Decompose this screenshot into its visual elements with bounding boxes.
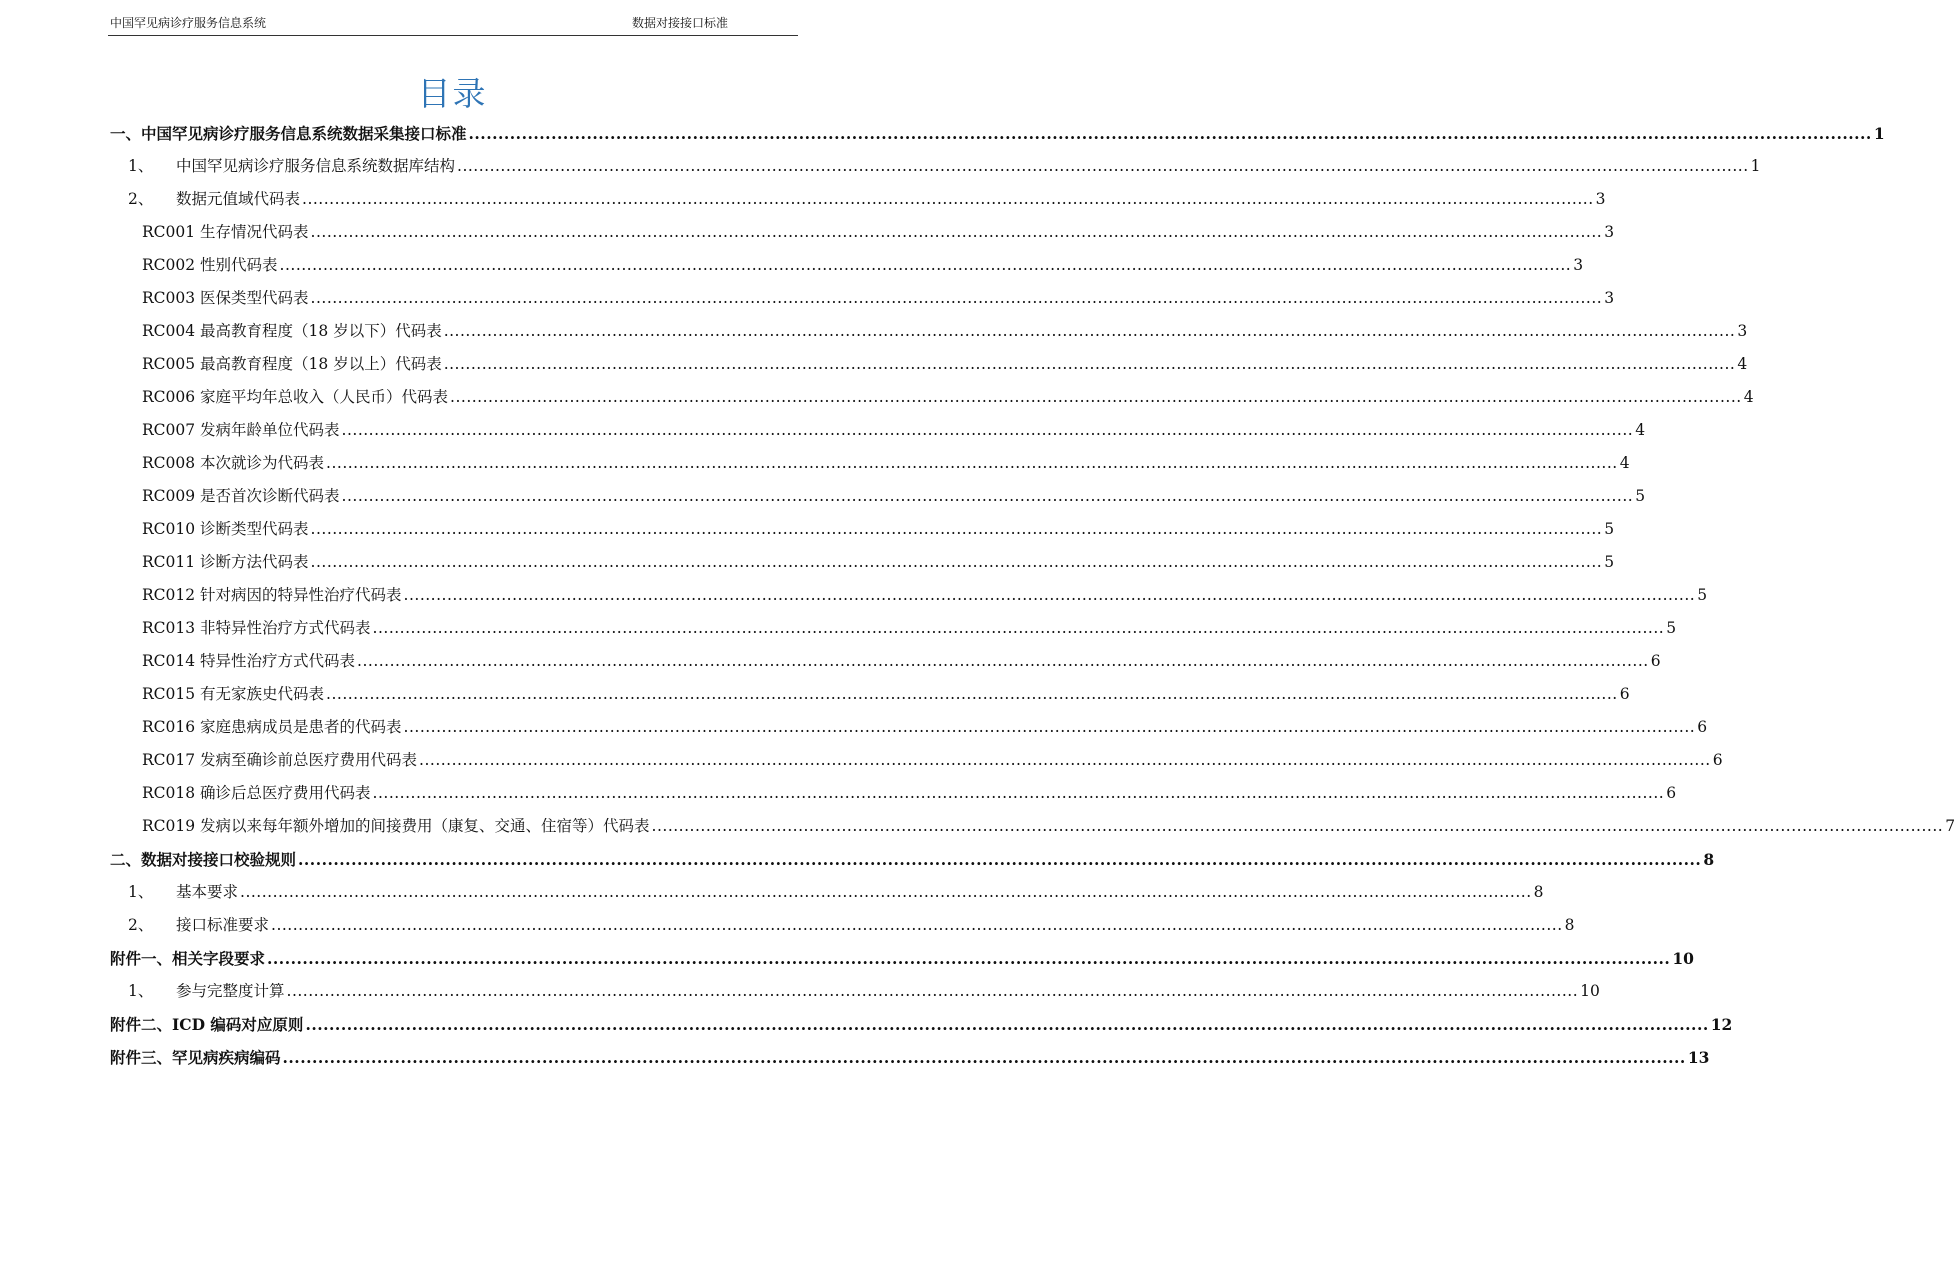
toc-dot-leader: .............................................................................................................................................................................................................................................. — [372, 619, 1665, 637]
toc-entry-rc004[interactable] — [108, 315, 1748, 348]
toc-entry-page: 12 — [1710, 1015, 1733, 1034]
toc-dot-leader: .............................................................................................................................................................................................................................................. — [357, 652, 1649, 670]
toc-entry-rc015[interactable] — [108, 678, 1630, 711]
toc-entry-page: 3 — [1604, 289, 1615, 307]
toc-entry-label: RC013 非特异性治疗方式代码表 — [142, 619, 371, 637]
toc-entry-page: 3 — [1737, 322, 1748, 340]
toc-entry-label: RC003 医保类型代码表 — [142, 289, 309, 307]
toc-dot-leader: .............................................................................................................................................................................................................................................. — [372, 784, 1665, 802]
toc-entry-appendix-2[interactable] — [108, 1008, 1733, 1041]
toc-dot-leader: .............................................................................................................................................................................................................................................. — [302, 190, 1594, 208]
toc-entry-label: 数据元值域代码表 — [176, 190, 301, 208]
toc-entry-label: 参与完整度计算 — [176, 982, 285, 1000]
toc-dot-leader: .............................................................................................................................................................................................................................................. — [305, 1015, 1709, 1034]
toc-entry-rc005[interactable] — [108, 348, 1748, 381]
toc-entry-page: 5 — [1697, 586, 1708, 604]
toc-entry-rc014[interactable] — [108, 645, 1661, 678]
toc-dot-leader: .............................................................................................................................................................................................................................................. — [419, 751, 1711, 769]
toc-entry-label: RC009 是否首次诊断代码表 — [142, 487, 340, 505]
toc-dot-leader: .............................................................................................................................................................................................................................................. — [240, 883, 1532, 901]
toc-entry-label: 一、中国罕见病诊疗服务信息系统数据采集接口标准 — [110, 124, 467, 143]
toc-entry-page: 10 — [1580, 982, 1600, 1000]
toc-entry-label: RC017 发病至确诊前总医疗费用代码表 — [142, 751, 418, 769]
toc-entry-label: RC018 确诊后总医疗费用代码表 — [142, 784, 371, 802]
toc-entry-page: 8 — [1703, 850, 1715, 869]
toc-entry-label: RC015 有无家族史代码表 — [142, 685, 325, 703]
toc-dot-leader: .............................................................................................................................................................................................................................................. — [651, 817, 1944, 835]
toc-entry-database-structure[interactable] — [108, 150, 1761, 183]
toc-entry-rc003[interactable] — [108, 282, 1615, 315]
toc-dot-leader: .............................................................................................................................................................................................................................................. — [326, 454, 1618, 472]
toc-entry-code-tables[interactable] — [108, 183, 1606, 216]
toc-dot-leader: .............................................................................................................................................................................................................................................. — [267, 949, 1671, 968]
toc-entry-page: 10 — [1672, 949, 1694, 968]
toc-entry-completeness[interactable] — [108, 975, 1600, 1008]
toc-dot-leader: .............................................................................................................................................................................................................................................. — [282, 1048, 1686, 1067]
toc-entry-page: 6 — [1619, 685, 1630, 703]
toc-entry-rc001[interactable] — [108, 216, 1615, 249]
toc-entry-section-1[interactable] — [108, 117, 1885, 150]
toc-entry-rc002[interactable] — [108, 249, 1584, 282]
toc-entry-label: 二、数据对接接口校验规则 — [110, 850, 297, 869]
toc-entry-page: 5 — [1666, 619, 1677, 637]
toc-entry-label: RC006 家庭平均年总收入（人民币）代码表 — [142, 388, 449, 406]
toc-entry-page: 4 — [1737, 355, 1748, 373]
toc-entry-label: RC019 发病以来每年额外增加的间接费用（康复、交通、住宿等）代码表 — [142, 817, 650, 835]
toc-entry-number: 2、 — [128, 916, 154, 934]
toc-dot-leader: .............................................................................................................................................................................................................................................. — [326, 685, 1618, 703]
toc-entry-page: 5 — [1604, 520, 1615, 538]
toc-entry-page: 1 — [1750, 157, 1761, 175]
toc-entry-label: RC012 针对病因的特异性治疗代码表 — [142, 586, 402, 604]
toc-entry-appendix-1[interactable] — [108, 942, 1694, 975]
toc-entry-rc013[interactable] — [108, 612, 1677, 645]
toc-entry-rc009[interactable] — [108, 480, 1646, 513]
toc-entry-page: 6 — [1697, 718, 1708, 736]
toc-entry-number: 1、 — [128, 982, 154, 1000]
toc-entry-section-2[interactable] — [108, 843, 1715, 876]
toc-entry-rc017[interactable] — [108, 744, 1723, 777]
toc-dot-leader: .............................................................................................................................................................................................................................................. — [310, 553, 1603, 571]
toc-dot-leader: .............................................................................................................................................................................................................................................. — [298, 850, 1702, 869]
toc-dot-leader: .............................................................................................................................................................................................................................................. — [443, 355, 1736, 373]
toc-entry-interface-requirements[interactable] — [108, 909, 1575, 942]
toc-dot-leader: .............................................................................................................................................................................................................................................. — [403, 718, 1696, 736]
toc-entry-page: 3 — [1595, 190, 1606, 208]
toc-entry-number: 1、 — [128, 883, 154, 901]
toc-entry-page: 4 — [1619, 454, 1630, 472]
toc-title: 目录 — [417, 74, 488, 113]
toc-entry-page: 5 — [1635, 487, 1646, 505]
toc-entry-rc006[interactable] — [108, 381, 1754, 414]
toc-entry-page: 4 — [1743, 388, 1754, 406]
toc-dot-leader: .............................................................................................................................................................................................................................................. — [310, 520, 1603, 538]
toc-entry-page: 4 — [1635, 421, 1646, 439]
toc-entry-label: 附件一、相关字段要求 — [110, 949, 266, 968]
toc-entry-label: RC004 最高教育程度（18 岁以下）代码表 — [142, 322, 442, 340]
toc-entry-page: 3 — [1604, 223, 1615, 241]
toc-entry-rc019[interactable] — [108, 810, 1955, 843]
toc-entry-label: RC014 特异性治疗方式代码表 — [142, 652, 356, 670]
toc-entry-page: 13 — [1687, 1048, 1710, 1067]
toc-entry-label: 基本要求 — [176, 883, 239, 901]
header-system-name: 中国罕见病诊疗服务信息系统 — [110, 16, 267, 30]
toc-entry-rc016[interactable] — [108, 711, 1708, 744]
toc-dot-leader: .............................................................................................................................................................................................................................................. — [457, 157, 1749, 175]
toc-dot-leader: .............................................................................................................................................................................................................................................. — [443, 322, 1736, 340]
toc-dot-leader: .............................................................................................................................................................................................................................................. — [468, 124, 1872, 143]
toc-entry-label: 接口标准要求 — [176, 916, 270, 934]
toc-entry-page: 1 — [1873, 124, 1885, 143]
toc-entry-label: RC002 性别代码表 — [142, 256, 278, 274]
toc-entry-label: RC005 最高教育程度（18 岁以上）代码表 — [142, 355, 442, 373]
toc-entry-page: 6 — [1712, 751, 1723, 769]
toc-entry-page: 8 — [1564, 916, 1575, 934]
toc-entry-label: RC001 生存情况代码表 — [142, 223, 309, 241]
toc-dot-leader: .............................................................................................................................................................................................................................................. — [450, 388, 1742, 406]
toc-entry-rc011[interactable] — [108, 546, 1615, 579]
toc-entry-basic-requirements[interactable] — [108, 876, 1544, 909]
toc-entry-label: 中国罕见病诊疗服务信息系统数据库结构 — [176, 157, 456, 175]
toc-entry-label: RC008 本次就诊为代码表 — [142, 454, 325, 472]
toc-entry-page: 3 — [1573, 256, 1584, 274]
toc-dot-leader: .............................................................................................................................................................................................................................................. — [310, 223, 1603, 241]
toc-entry-rc008[interactable] — [108, 447, 1630, 480]
toc-dot-leader: .............................................................................................................................................................................................................................................. — [271, 916, 1563, 934]
page-header — [108, 12, 798, 36]
toc-entry-rc007[interactable] — [108, 414, 1646, 447]
toc-dot-leader: .............................................................................................................................................................................................................................................. — [310, 289, 1603, 307]
toc-entry-rc010[interactable] — [108, 513, 1615, 546]
toc-entry-label: RC010 诊断类型代码表 — [142, 520, 309, 538]
toc-entry-label: RC016 家庭患病成员是患者的代码表 — [142, 718, 402, 736]
toc-dot-leader: .............................................................................................................................................................................................................................................. — [286, 982, 1579, 1000]
toc-dot-leader: .............................................................................................................................................................................................................................................. — [341, 487, 1634, 505]
table-of-contents — [108, 117, 1955, 1074]
toc-entry-label: RC011 诊断方法代码表 — [142, 553, 309, 571]
header-document-name: 数据对接接口标准 — [632, 16, 729, 30]
toc-entry-label: RC007 发病年龄单位代码表 — [142, 421, 340, 439]
toc-entry-rc018[interactable] — [108, 777, 1677, 810]
toc-entry-label: 附件三、罕见病疾病编码 — [110, 1048, 281, 1067]
toc-entry-number: 1、 — [128, 157, 154, 175]
toc-entry-page: 6 — [1666, 784, 1677, 802]
toc-entry-page: 5 — [1604, 553, 1615, 571]
toc-entry-appendix-3[interactable] — [108, 1041, 1710, 1074]
toc-entry-page: 7 — [1945, 817, 1955, 835]
toc-entry-number: 2、 — [128, 190, 154, 208]
toc-entry-page: 6 — [1650, 652, 1661, 670]
toc-dot-leader: .............................................................................................................................................................................................................................................. — [341, 421, 1634, 439]
toc-entry-label: 附件二、ICD 编码对应原则 — [110, 1015, 304, 1034]
toc-dot-leader: .............................................................................................................................................................................................................................................. — [279, 256, 1572, 274]
toc-dot-leader: .............................................................................................................................................................................................................................................. — [403, 586, 1696, 604]
toc-entry-page: 8 — [1533, 883, 1544, 901]
toc-entry-rc012[interactable] — [108, 579, 1708, 612]
